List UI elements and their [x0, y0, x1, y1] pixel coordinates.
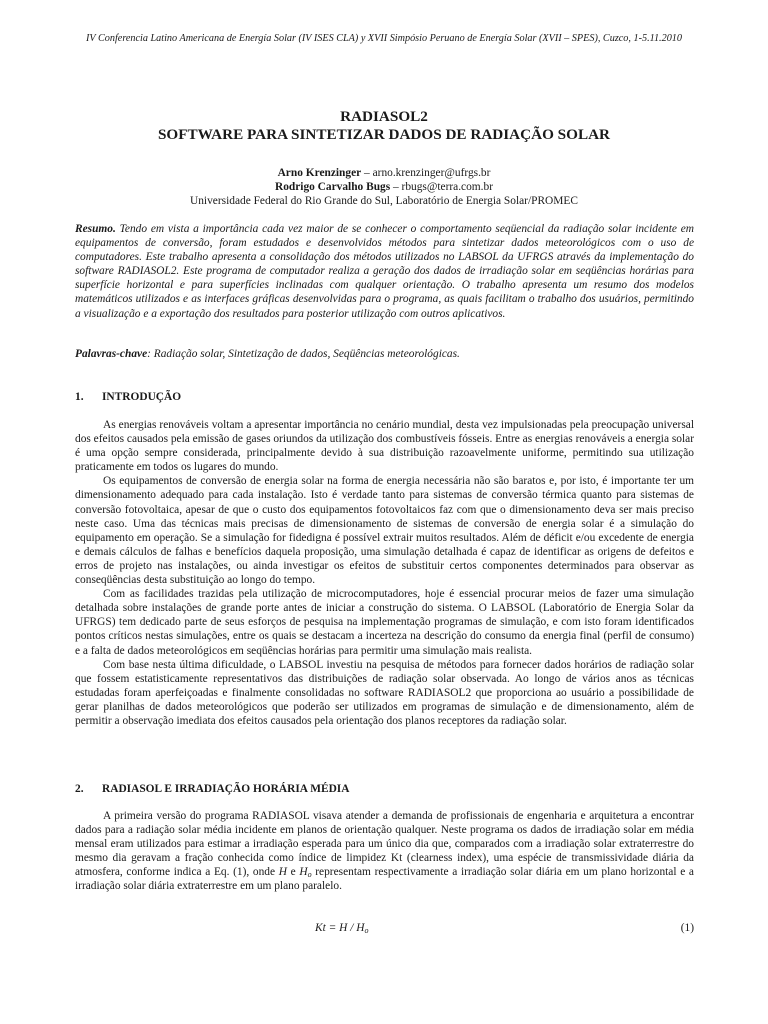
affiliation: Universidade Federal do Rio Grande do Sul, Laboratório de Energia Solar/PROMEC	[190, 195, 578, 207]
author-1	[0, 166, 768, 180]
keywords-label: Palavras-chave	[75, 348, 148, 360]
paragraph-text: A primeira versão do programa RADIASOL visava atender a demanda de profissionais de engenharia e arquitetura a encontrar dados para a radiação solar média incidente em planos de orientação qualquer. Neste programa os dados de irradiação solar em média mensal eram utilizados para estimar a irradiação esperada para um único dia que, comparados com a irradiação solar extraterrestre do mesmo dia geravam a fração conhecida como índice de limpidez Kt (clearness index), uma espécie de transmissividade diária da atmosfera, conforme indica a Eq. (1), onde	[75, 810, 694, 879]
title-block	[0, 108, 768, 144]
author-email: – arno.krenzinger@ufrgs.br	[361, 167, 491, 179]
section-heading-radiasol	[75, 783, 349, 795]
paragraph: Com as facilidades trazidas pela utilização de microcomputadores, hoje é essencial procurar meios de fazer uma simulação detalhada sobre instalações de grande porte antes de iniciar a construção do sistema. O LABSOL (Laboratório de Energia Solar da UFRGS) tem dedicado parte de seus esforços de pesquisa na implementação programas de simulação, e com isto foram identificados pontos críticos nestas simulações, entre os quais se destacam a incerteza na descrição do consumo da energia final (perfil de consumo) e a falta de dados meteorológicos em seqüências horárias para permitir uma simulação mais realista.	[75, 588, 694, 657]
section-title: RADIASOL E IRRADIAÇÃO HORÁRIA MÉDIA	[102, 783, 350, 795]
section-body-radiasol	[75, 809, 694, 894]
symbol-base: H	[299, 866, 308, 879]
paragraph: Com base nesta última dificuldade, o LABSOL investiu na pesquisa de métodos para fornecer dados horários de radiação solar que fossem estatisticamente representativos das distribuições de radiação solar observada. Ao longo de vários anos as técnicas estudadas foram aperfeiçoadas e finalmente consolidadas no software RADIASOL2 que proporciona ao usuário a possibilidade de gerar planilhas de dados meteorológicos que poderão ser utilizados em programas de simulação e de dimensionamento, além de permitir a observação imediata dos efeitos causados pela orientação dos planos receptores da radiação solar.	[75, 658, 694, 727]
paper-title-line-2: SOFTWARE PARA SINTETIZAR DADOS DE RADIAÇÃO SOLAR	[157, 126, 611, 143]
symbol-subscript: o	[307, 870, 312, 880]
paragraph-text: e	[286, 866, 300, 879]
paper-title-line-1: RADIASOL2	[340, 108, 428, 125]
abstract-text: Tendo em vista a importância cada vez maior de se conhecer o comportamento seqüencial da radiação solar incidente em equipamentos de conversão, foram estudados e desenvolvidos métodos para sintetizar dados meteorológicos com o uso de computadores. Este trabalho apresenta a consolidação dos métodos utilizados no LABSOL da UFRGS através da implementação do software RADIASOL2. Este programa de computador realiza a geração dos dados de irradiação solar em seqüências horárias para superfície horizontal e para superfícies inclinadas com qualquer orientação. O trabalho apresenta um resumo dos modelos matemáticos utilizados e as interfaces gráficas desenvolvidas para o programa, as quais facilitam o trabalho dos usuários, permitindo a visualização e a exportação dos resultados para posterior utilização com outros aplicativos.	[75, 223, 694, 320]
keywords-text: : Radiação solar, Sintetização de dados, Seqüências meteorológicas.	[147, 348, 460, 360]
paragraph-text: representam respectivamente a irradiação solar diária em um plano horizontal e a irradiação solar diária extraterrestre em um plano paralelo.	[75, 866, 694, 893]
paragraph	[75, 809, 694, 894]
section-number: 2.	[75, 783, 84, 795]
equation-body	[315, 922, 368, 934]
equation-number: (1)	[680, 922, 694, 934]
author-email: – rbugs@terra.com.br	[390, 181, 494, 193]
symbol-Ho	[299, 866, 311, 878]
author-name: Rodrigo Carvalho Bugs	[274, 181, 391, 193]
paragraph: As energias renováveis voltam a apresentar importância no cenário mundial, desta vez impulsionadas pela preocupação universal dos efeitos causados pela emissão de gases oriundos da utilização dos combustíveis fósseis. Entre as energias renováveis a energia solar é uma opção sempre considerada, principalmente devido à sua distribuição razoavelmente uniforme, permitindo sua utilização praticamente em todos os lugares do mundo.	[75, 419, 694, 474]
author-block	[0, 166, 768, 208]
equation-text: Kt = H / H	[315, 922, 365, 934]
section-body-introduction	[75, 418, 694, 728]
equation-subscript: o	[364, 926, 369, 935]
section-number: 1.	[75, 391, 84, 403]
symbol-H: H	[278, 866, 287, 879]
author-name: Arno Krenzinger	[277, 167, 362, 179]
keywords	[75, 347, 694, 361]
paragraph: Os equipamentos de conversão de energia solar na forma de energia necessária não são baratos e, por isto, é importante ter um dimensionamento adequado para cada instalação. Isto é verdade tanto para sistemas de conversão térmica quanto para sistemas de conversão fotovoltaica, apesar de que o custo dos equipamentos fotovoltaicos faz com que o dimensionamento deva ser mais preciso neste caso. Uma das técnicas mais precisas de dimensionamento de sistemas de conversão de energia solar é a simulação do equipamento em operação. Se a simulação for fidedigna é possível extrair muitos resultados. Além de déficit e/ou excedente de energia e demais cálculos de falhas e benefícios daquela proposição, uma simulação detalhada é capaz de identificar as origens de defeitos e erros de projeto nas instalações, ou ainda investigar os efeitos de substituir certos componentes determinados para observar as conseqüências desta substituição ao longo do tempo.	[75, 475, 694, 587]
abstract	[75, 222, 694, 321]
author-2	[0, 180, 768, 194]
section-title: INTRODUÇÃO	[102, 391, 182, 403]
abstract-label: Resumo.	[75, 223, 116, 235]
running-header: IV Conferencia Latino Americana de Energía Solar (IV ISES CLA) y XVII Simpósio Peruano de Energía Solar (XVII – SPES), Cuzco, 1-5.11.2010	[86, 33, 682, 44]
section-heading-introduction	[75, 391, 181, 403]
